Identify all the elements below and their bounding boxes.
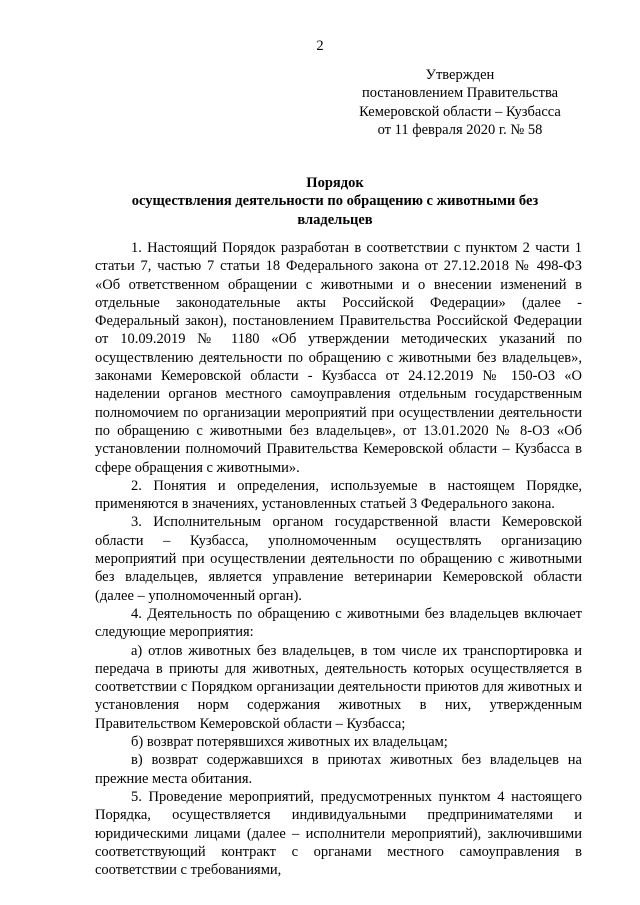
approval-line: Кемеровской области – Кузбасса bbox=[359, 103, 561, 120]
page-number: 2 bbox=[316, 38, 324, 54]
approval-line: Утвержден bbox=[425, 67, 495, 83]
approval-stamp bbox=[345, 66, 575, 139]
paragraph-4: 4. Деятельность по обращению с животными без владельцев включает следующие мероприятия: bbox=[95, 605, 582, 641]
paragraph-2: 2. Понятия и определения, используемые в настоящем Порядке, применяются в значениях, установленных статьей 3 Федерального закона. bbox=[95, 477, 582, 513]
title-line: осуществления деятельности по обращению с животными без bbox=[131, 193, 539, 210]
paragraph-4b: б) возврат потерявшихся животных их владельцам; bbox=[131, 734, 448, 751]
document-title bbox=[95, 174, 575, 229]
paragraph-1: 1. Настоящий Порядок разработан в соответствии с пунктом 2 части 1 статьи 7, частью 7 статьи 18 Федерального закона от 27.12.2018 № 498-ФЗ «Об ответственном обращении с животными и о внесении изменений в отдельные законодательные акты Российской Федерации» (далее - Федеральный закон), постановлением Правительства Российской Федерации от 10.09.2019 № 1180 «Об утверждении методических указаний по осуществлению деятельности по обращению с животными без владельцев», законами Кемеровской области - Кузбасса от 24.12.2019 № 150-ОЗ «О наделении органов местного самоуправления отдельным государственным полномочием по организации мероприятий при осуществлении деятельности по обращению с животными без владельцев», от 13.01.2020 № 8-ОЗ «Об установлении полномочий Правительства Кемеровской области – Кузбасса в сфере обращения с животными». bbox=[95, 240, 582, 476]
paragraph-4a: а) отлов животных без владельцев, в том числе их транспортировка и передача в приюты для животных, деятельность которых осуществляется в соответствии с Порядком организации деятельности приютов для животных и установления норм содержания животных в них, утвержденным Правительством Кемеровской области – Кузбасса; bbox=[95, 642, 582, 732]
approval-line: от 11 февраля 2020 г. № 58 bbox=[377, 121, 543, 138]
approval-line: постановлением Правительства bbox=[361, 85, 559, 102]
paragraph-4c: в) возврат содержавшихся в приютах животных без владельцев на прежние места обитания. bbox=[95, 752, 582, 787]
paragraph-5: 5. Проведение мероприятий, предусмотренных пунктом 4 настоящего Порядка, осуществляется индивидуальными предпринимателями и юридическими лицами (далее – исполнители мероприятий), заключившими соответствующий контракт с органами местного самоуправления в соответствии с требованиями, bbox=[95, 788, 582, 879]
title-line: владельцев bbox=[297, 211, 373, 228]
paragraph-3: 3. Исполнительным органом государственной власти Кемеровской области – Кузбасса, уполномоченным осуществлять организацию мероприятий при осуществлении деятельности по обращению с животными без владельцев, является управление ветеринарии Кемеровской области (далее – уполномоченный орган). bbox=[95, 514, 582, 604]
title-line: Порядок bbox=[306, 175, 364, 191]
document-body bbox=[95, 239, 582, 879]
